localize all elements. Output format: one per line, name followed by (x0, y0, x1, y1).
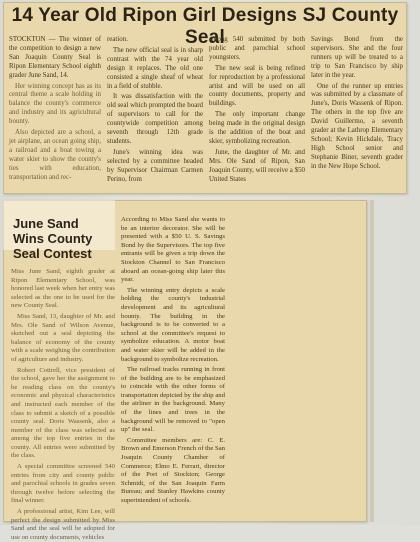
clipping-edge (370, 200, 374, 522)
top-column-3 (209, 36, 305, 192)
bottom-headline: June Sand Wins County Seal Contest (13, 216, 93, 261)
paragraph: Committee members are: C. E. Brown and Emerson French of the San Joaquin County Chamber of Commerce; Elmo E. Ferrari, director of the Port of Stockton; George Schmidt, of the San Joaquin Farm Bureau; and Stanley Hawkins county superintendent of schools. (121, 436, 226, 504)
paragraph: The railroad tracks running in front of the building are to be emphasized to coincide with the other forms of transportation depicted by the ship and the airliner in the background. Many of the lines and trees in the background will be removed to "open up" the seal. (121, 366, 225, 434)
bottom-column-2 (121, 216, 225, 520)
bottom-column-1 (11, 268, 115, 541)
paragraph: Robert Cottrell, vice president of the school, gave her the assignment to be reading class on the county's economic and physical characteristics and instructed each member of the class to submit a sketch of a possible county seal. Doris Wassenk, also a member of the class was selected as among the top five entries in the county. All entries were submitted by the class. (11, 366, 115, 460)
paragraph: Miss Sand, 13, daughter of Mr. and Mrs. Ole Sand of Wilson Avenue, sketched out a seal depicting the balance of economy of the county with a scale weighing the contribution of agriculture and industry. (11, 312, 115, 363)
paragraph: A professional artist, Kim Lee, will perfect the design submitted by Miss Sand and the seal will be adopted for use on county documents, vehicles (11, 508, 115, 541)
paragraph: among 540 submitted by both public and parochial school youngsters. (209, 36, 305, 61)
paragraph: Miss June Sand, eighth grader at Ripon Elementary School, was honored last week when her entry was selected as the one to be used for the new County Seal. (11, 268, 115, 310)
paragraph: The only important change being made in the original design is the addition of the boat and skier, symbolizing recreation. (209, 111, 305, 145)
paragraph: According to Miss Sand she wants to be an interior decorator. She will be presented with a $50 U. S. Savings Bond by the Supervisors. The top five entrants will be given a trip down the Stockton Channel to San Francisco aboard an ocean-going ship later this year. (121, 216, 225, 284)
bottom-clipping (3, 200, 367, 541)
paragraph: reation. (107, 36, 128, 43)
paragraph: The winning entry depicts a scale holding the county's industrial development and its agricultural bounty. The building in the background is to be converted to a school at the committee's request to symbolize education. A motor boat and water skier will be added in the background to symbolize recreation. (121, 286, 225, 363)
paragraph: A special committee screened 540 entries from city and county public and parochial schools in grades seven through twelve before selecting the final winner. (11, 463, 115, 505)
paragraph: STOCKTON — The winner of the competition to design a new San Joaquin County Seal is Ripon Elementary School eighth grader June Sand, 14. (9, 36, 101, 79)
paragraph: One of the runner up entries was submitted by a classmate of June's, Doris Wassenk of Ripon. The others in the top five are David Guillermo, a seventh grader at the Lathrop Elementary School; Kevin Hickdale, Tracy High School senior and Stephanie Biner, seventh grader in the New Hope School. (311, 82, 403, 170)
top-column-2 (107, 36, 203, 192)
top-clipping (3, 2, 407, 194)
paragraph: The new seal is being refined for reproduction by a professional artist and will be used on all county documents, property and buildings. (209, 64, 305, 108)
top-headline: 14 Year Old Ripon Girl Designs SJ County Seal (11, 5, 399, 48)
paragraph: The new official seal is in sharp contrast with the 74 year old design it replaces. The old one consisted a single sheaf of wheat in a field of stubble. (107, 46, 203, 90)
paragraph: Her winning concept has as its central theme a scale holding in balance the county's commerce and industry and its agricultural bounty. (9, 82, 101, 126)
paragraph: Savings Bond from the supervisors. She and the four runners up will be treated to a trip to San Francisco by ship later in the year. (311, 36, 403, 79)
top-column-4 (311, 36, 403, 192)
paragraph: Also depicted are a school, a jet airplane, an ocean going ship, a railroad and a boat towing a water skier to show the county's ties with education, transportation and rec- (9, 129, 101, 181)
paragraph: It was dissatisfaction with the old seal which prompted the board of supervisors to call for the countywide competition among seventh through 12th grade students. (107, 93, 203, 145)
paragraph: June, the daughter of Mr. and Mrs. Ole Sand of Ripon, San Joaquin County, will receive a $50 United States (209, 148, 305, 183)
paragraph: June's winning idea was selected by a committee headed by Supervisor Chairman Carmen Perino, from (107, 148, 203, 183)
top-column-1 (9, 36, 101, 192)
